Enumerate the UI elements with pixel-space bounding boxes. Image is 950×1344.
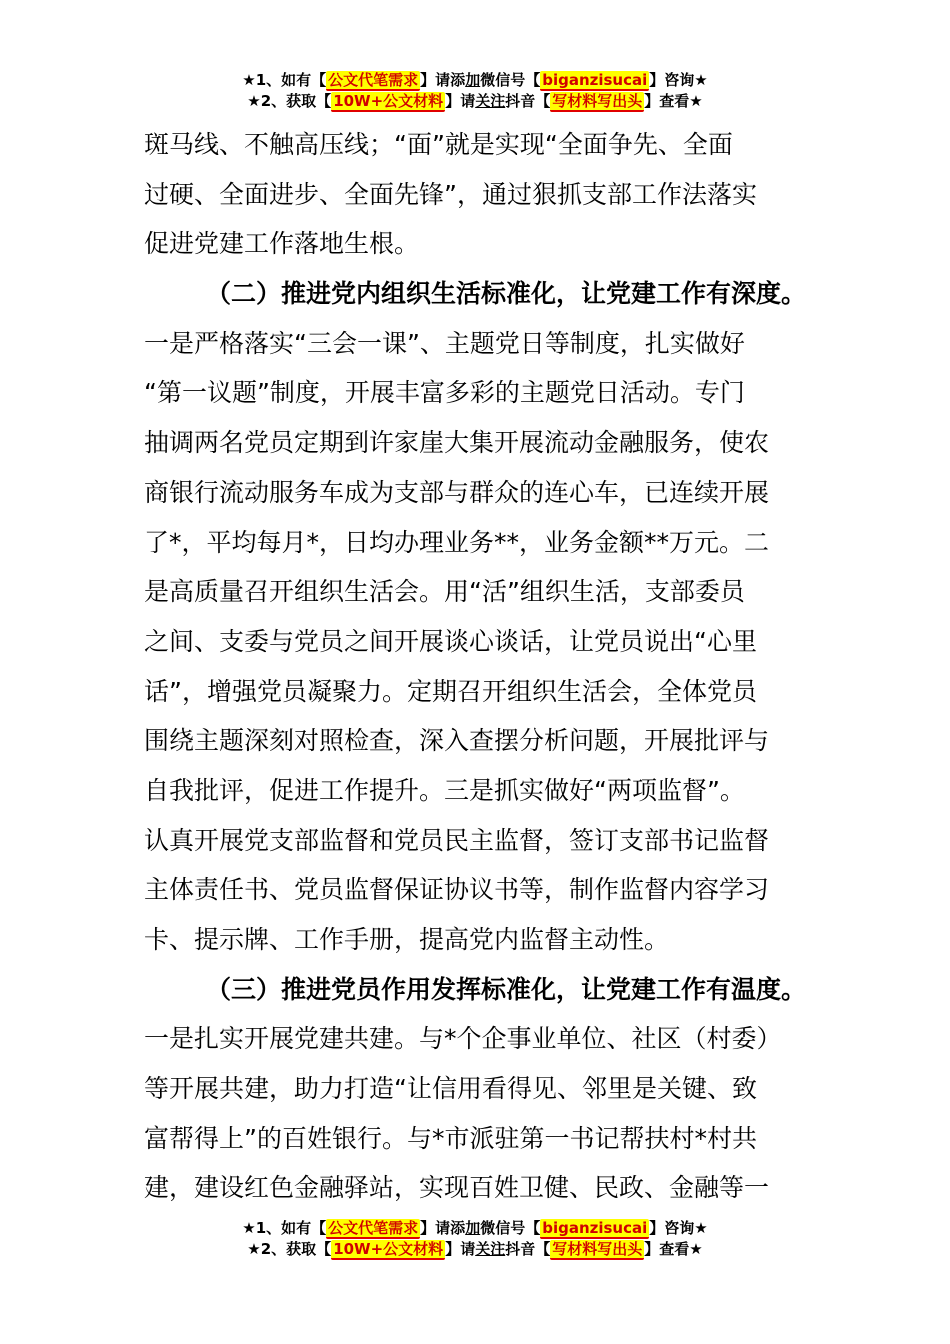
banner-text: 2、获取【 xyxy=(260,92,332,110)
banner-text: 】请 xyxy=(445,1240,476,1258)
section-heading-2: （二）推进党内组织生活标准化，让党建工作有深度。 xyxy=(206,279,807,309)
text-line: 认真开展党支部监督和党员民主监督，签订支部书记监督 xyxy=(144,825,770,855)
star-icon: ★ xyxy=(247,1240,261,1258)
banner-line-1 xyxy=(0,1218,950,1239)
header-banner xyxy=(0,70,950,112)
banner-text: 1、如有【 xyxy=(255,71,327,89)
text-line: 斑马线、不触高压线；“面”就是实现“全面争先、全面 xyxy=(144,130,733,159)
banner-text: 微信号【 xyxy=(480,1219,541,1237)
highlight-douyin: 写材料写出头 xyxy=(552,1240,643,1258)
banner-underlined: 关注 xyxy=(475,92,506,110)
highlight-douyin: 写材料写出头 xyxy=(552,92,643,110)
text-line: 围绕主题深刻对照检查，深入查摆分析问题，开展批评与 xyxy=(144,726,770,756)
banner-underlined: 加 xyxy=(465,71,481,89)
banner-underlined: 加 xyxy=(465,1219,481,1237)
text-line: 话”，增强党员凝聚力。定期召开组织生活会，全体党员 xyxy=(144,676,757,706)
banner-underlined: 关注 xyxy=(475,1240,506,1258)
text-line: 主体责任书、党员监督保证协议书等，制作监督内容学习 xyxy=(144,875,770,905)
text-line: 过硬、全面进步、全面先锋”，通过狠抓支部工作法落实 xyxy=(144,179,757,209)
banner-text: 】请添 xyxy=(420,71,466,89)
banner-line-1 xyxy=(0,70,950,91)
highlight-wechat-id: biganzisucai xyxy=(542,71,648,89)
text-line: 卡、提示牌、工作手册，提高党内监督主动性。 xyxy=(144,925,670,954)
text-line: 富帮得上”的百姓银行。与*市派驻第一书记帮扶村*村共 xyxy=(144,1123,757,1153)
highlight-wechat-id: biganzisucai xyxy=(542,1219,648,1237)
banner-text: 抖音【 xyxy=(505,1240,551,1258)
text-line: 一是严格落实“三会一课”、主题党日等制度，扎实做好 xyxy=(144,328,745,358)
banner-text: 1、如有【 xyxy=(255,1219,327,1237)
banner-line-2 xyxy=(0,91,950,112)
banner-text: 】请添 xyxy=(420,1219,466,1237)
banner-text: 】查看★ xyxy=(644,92,703,110)
text-line: 之间、支委与党员之间开展谈心谈话，让党员说出“心里 xyxy=(144,626,757,656)
text-line: 一是扎实开展党建共建。与*个企事业单位、社区（村委） xyxy=(144,1024,782,1054)
text-line: 促进党建工作落地生根。 xyxy=(144,229,420,259)
star-icon: ★ xyxy=(242,71,256,89)
footer-banner xyxy=(0,1218,950,1260)
text-line: 等开展共建，助力打造“让信用看得见、邻里是关键、致 xyxy=(144,1074,757,1104)
text-line: 自我批评，促进工作提升。三是抓实做好“两项监督”。 xyxy=(144,775,745,805)
banner-text: 】咨询★ xyxy=(649,71,708,89)
text-line: 抽调两名党员定期到许家崖大集开展流动金融服务，使农 xyxy=(144,428,770,458)
text-line: 是高质量召开组织生活会。用“活”组织生活，支部委员 xyxy=(144,577,745,607)
section-heading-3: （三）推进党员作用发挥标准化，让党建工作有温度。 xyxy=(206,974,807,1004)
text-line: 了*，平均每月*，日均办理业务**，业务金额**万元。二 xyxy=(144,527,770,557)
banner-line-2 xyxy=(0,1239,950,1260)
text-line: “第一议题”制度，开展丰富多彩的主题党日活动。专门 xyxy=(144,378,745,408)
banner-text: 】请 xyxy=(445,92,476,110)
star-icon: ★ xyxy=(247,92,261,110)
banner-text: 微信号【 xyxy=(480,71,541,89)
banner-text: 抖音【 xyxy=(505,92,551,110)
highlight-materials: 10W+公文材料 xyxy=(333,92,444,110)
text-line: 商银行流动服务车成为支部与群众的连心车，已连续开展 xyxy=(144,477,770,507)
banner-text: 2、获取【 xyxy=(260,1240,332,1258)
highlight-ghostwriting: 公文代笔需求 xyxy=(328,1219,419,1237)
star-icon: ★ xyxy=(242,1219,256,1237)
banner-text: 】查看★ xyxy=(644,1240,703,1258)
highlight-materials: 10W+公文材料 xyxy=(333,1240,444,1258)
document-body xyxy=(144,120,814,1213)
highlight-ghostwriting: 公文代笔需求 xyxy=(328,71,419,89)
banner-text: 】咨询★ xyxy=(649,1219,708,1237)
text-line: 建，建设红色金融驿站，实现百姓卫健、民政、金融等一 xyxy=(144,1173,770,1203)
